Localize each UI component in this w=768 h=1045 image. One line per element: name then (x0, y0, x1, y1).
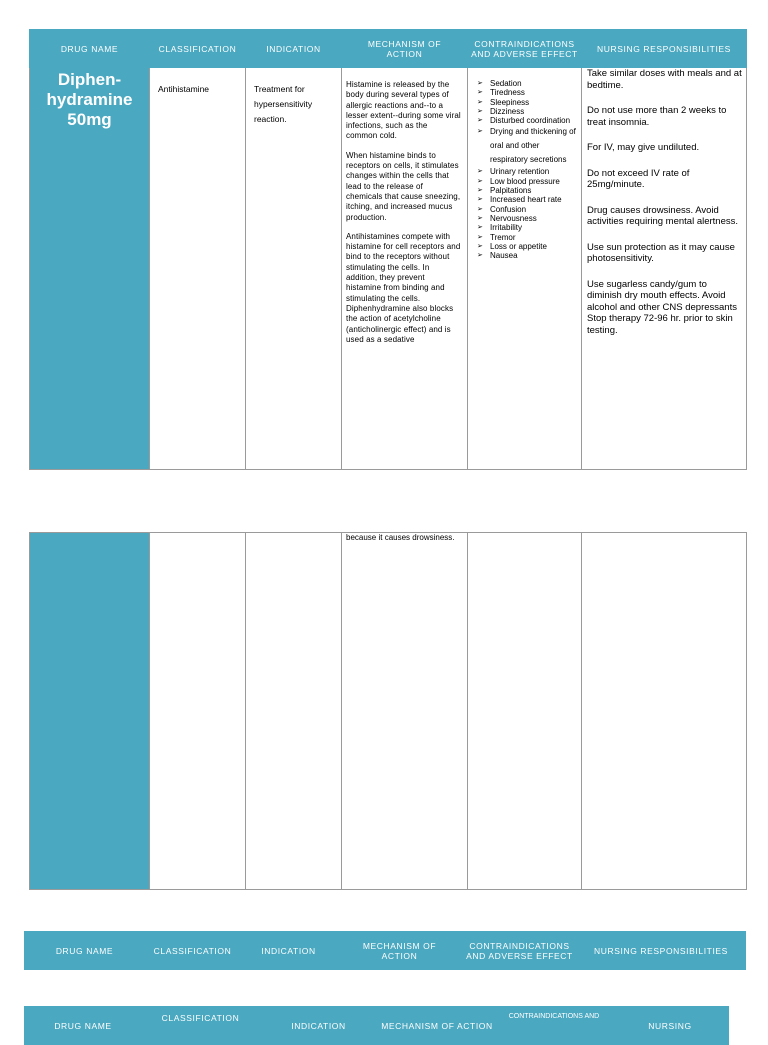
list-item: ➢ Irritability (477, 223, 523, 233)
list-item: ➢ Tremor (477, 232, 516, 242)
list-item: ➢ Nervousness (477, 213, 537, 223)
nursing-item: Take similar doses with meals and at bedtime. (587, 68, 742, 91)
header-indication: INDICATION (241, 932, 337, 970)
header-drug-name: DRUG NAME (30, 30, 150, 68)
header-nursing: NURSING RESPONSIBILITIES (582, 30, 747, 68)
nursing-item: Use sugarless candy/gum to diminish dry mouth effects. Avoid alcohol and other CNS depressants (587, 278, 737, 313)
header-contraindications: CONTRAINDICATIONS AND ADVERSE EFFECT (468, 30, 582, 68)
drug-name: Diphen-hydramine 50mg (46, 70, 133, 129)
classification-value: Antihistamine (158, 84, 210, 94)
mechanism-cell-continued (342, 533, 468, 890)
list-item: ➢ Sleepiness (477, 97, 530, 107)
header-indication: INDICATION (246, 30, 342, 68)
classification-cell-continued (150, 533, 246, 890)
header-contraindications: CONTRAINDICATIONS AND ADVERSE EFFECT (463, 932, 577, 970)
header-classification: CLASSIFICATION (145, 932, 241, 970)
drug-name-cell (30, 68, 150, 470)
classification-cell (150, 68, 246, 470)
mechanism-continued-text: because it causes drowsiness. (346, 533, 455, 542)
header-indication: INDICATION (260, 1007, 378, 1045)
nursing-item: Stop therapy 72-96 hr. prior to skin testing. (587, 313, 733, 336)
header-drug-name: DRUG NAME (25, 1007, 142, 1045)
nursing-item: Use sun protection as it may cause photosensitivity. (587, 241, 735, 264)
drug-table-page-3-header (24, 931, 746, 970)
mechanism-paragraph: Histamine is released by the body during several types of allergic reactions and--to a lesser extent--during some viral infections, such as the common cold. (346, 80, 461, 141)
adverse-effects-list (474, 79, 577, 260)
list-item: ➢ Loss or appetite (477, 241, 547, 251)
header-nursing: NURSING RESPONSIBILITIES (577, 932, 746, 970)
header-nursing: NURSING (612, 1007, 729, 1045)
nursing-item: For IV, may give undiluted. (587, 142, 700, 153)
mechanism-paragraph: When histamine binds to receptors on cells, it stimulates changes within the cells that lead to the release of chemicals that cause sneezing, itching, and increased mucus production. (346, 150, 461, 222)
list-item: ➢ Increased heart rate (477, 195, 562, 205)
header-contraindications: CONTRAINDICATIONS AND (497, 1007, 612, 1045)
indication-cell-continued (246, 533, 342, 890)
mechanism-cell (342, 68, 468, 470)
list-item: ➢ Dizziness (477, 106, 525, 116)
indication-value: Treatment for hypersensitivity reaction. (254, 84, 313, 124)
nursing-item: Do not exceed IV rate of 25mg/minute. (587, 167, 690, 190)
drug-table-page-1 (29, 29, 747, 470)
list-item: ➢ Tiredness (477, 88, 525, 98)
header-classification: CLASSIFICATION (142, 1007, 260, 1045)
list-item: ➢ Confusion (477, 204, 527, 214)
list-item: ➢ Sedation (477, 79, 522, 88)
list-item: ➢ Disturbed coordination (477, 116, 571, 126)
adverse-effects-cell-continued (468, 533, 582, 890)
drug-name-cell-continued (30, 533, 150, 890)
list-item: ➢ Urinary retention (477, 167, 550, 177)
nursing-cell-continued (582, 533, 747, 890)
header-mechanism: MECHANISM OF ACTION (337, 932, 463, 970)
header-classification: CLASSIFICATION (150, 30, 246, 68)
nursing-item: Do not use more than 2 weeks to treat insomnia. (587, 105, 727, 128)
header-mechanism: MECHANISM OF ACTION (378, 1007, 497, 1045)
header-mechanism: MECHANISM OF ACTION (342, 30, 468, 68)
indication-cell (246, 68, 342, 470)
list-item: ➢ Palpitations (477, 186, 532, 196)
mechanism-paragraph: Antihistamines compete with histamine for cell receptors and bind to the receptors without stimulating the cells. In addition, they prevent histamine from binding and stimulating the cells. Diphenhydramine also blocks the action of acetylcholine (anticholinergic effect) and is used as a sedative (346, 231, 461, 344)
nursing-cell (582, 68, 747, 470)
list-item: ➢ Drying and thickening of oral and other respiratory secretions (477, 127, 576, 165)
list-item: ➢ Nausea (477, 251, 518, 261)
list-item: ➢ Low blood pressure (477, 176, 560, 186)
drug-table-page-4-header (24, 1006, 729, 1045)
header-drug-name: DRUG NAME (25, 932, 145, 970)
nursing-item: Drug causes drowsiness. Avoid activities requiring mental alertness. (587, 204, 739, 227)
drug-table-page-2 (29, 532, 747, 890)
adverse-effects-cell (468, 68, 582, 470)
